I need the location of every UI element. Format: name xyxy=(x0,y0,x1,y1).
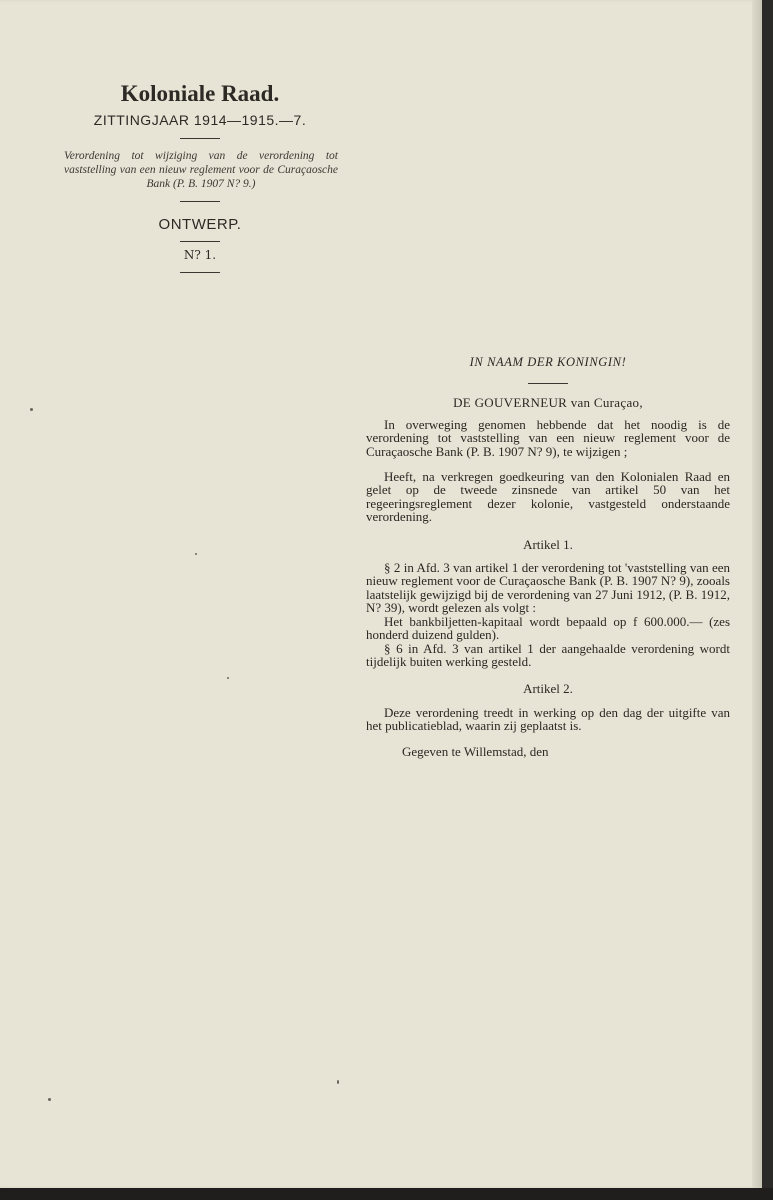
article-1-paragraph-1: § 2 in Afd. 3 van artikel 1 der verordening tot 'vaststelling van een nieuw reglement voor de Curaçaosche Bank (P. B. 1907 N? 9), zooals laatstelijk gewijzigd bij de verordening van 27 Juni 1912, (P. B. 1912, N? 39), wordt gelezen als volgt : xyxy=(366,560,730,616)
article-1-paragraph-2: Het bankbiljetten-kapitaal wordt bepaald op f 600.000.— (zes honderd duizend gulden). xyxy=(366,613,730,643)
governor-line: DE GOUVERNEUR van Curaçao, xyxy=(453,395,643,411)
page-edge xyxy=(752,0,762,1188)
council-title: Koloniale Raad. xyxy=(120,81,280,106)
ordinance-subject: Verordening tot wijziging van de verordening tot vaststelling van een nieuw reglement voor de Curaçaosche Bank (P. B. 1907 N? 9.) xyxy=(64,150,338,190)
divider xyxy=(180,241,220,242)
draft-number: N? 1. xyxy=(183,248,217,262)
speck xyxy=(48,1098,51,1101)
considering-paragraph: In overweging genomen hebbende dat het noodig is de verordening tot vaststelling van een nieuw reglement voor de Curaçaosche Bank (P. B. 1907 N? 9), te wijzigen ; xyxy=(366,416,730,459)
article-2-heading: Artikel 2. xyxy=(523,681,573,697)
article-2-paragraph-1: Deze verordening treedt in werking op den dag der uitgifte van het publicatieblad, waarin zij geplaatst is. xyxy=(366,704,730,734)
divider xyxy=(180,138,220,139)
speck xyxy=(30,408,33,411)
invocation: IN NAAM DER KONINGIN! xyxy=(469,355,627,369)
scan-border xyxy=(0,1188,773,1200)
article-1-paragraph-3: § 6 in Afd. 3 van artikel 1 der aangehaalde verordening wordt tijdelijk buiten werking gesteld. xyxy=(366,640,730,669)
ordinance-text xyxy=(366,356,730,758)
speck xyxy=(227,677,229,679)
speck xyxy=(337,1080,339,1084)
article-1-heading: Artikel 1. xyxy=(523,536,573,552)
divider xyxy=(528,383,568,384)
divider xyxy=(180,201,220,202)
header-block xyxy=(60,80,340,283)
draft-label: ONTWERP. xyxy=(158,216,242,233)
enacts-paragraph: Heeft, na verkregen goedkeuring van den Kolonialen Raad en gelet op de tweede zinsnede van artikel 50 van het regeeringsreglement dezer kolonie, vastgesteld onderstaande verordening. xyxy=(366,469,730,525)
speck xyxy=(195,553,197,555)
session-year: ZITTINGJAAR 1914—1915.—7. xyxy=(93,112,307,128)
divider xyxy=(180,272,220,273)
given-at-line: Gegeven te Willemstad, den xyxy=(402,743,549,759)
